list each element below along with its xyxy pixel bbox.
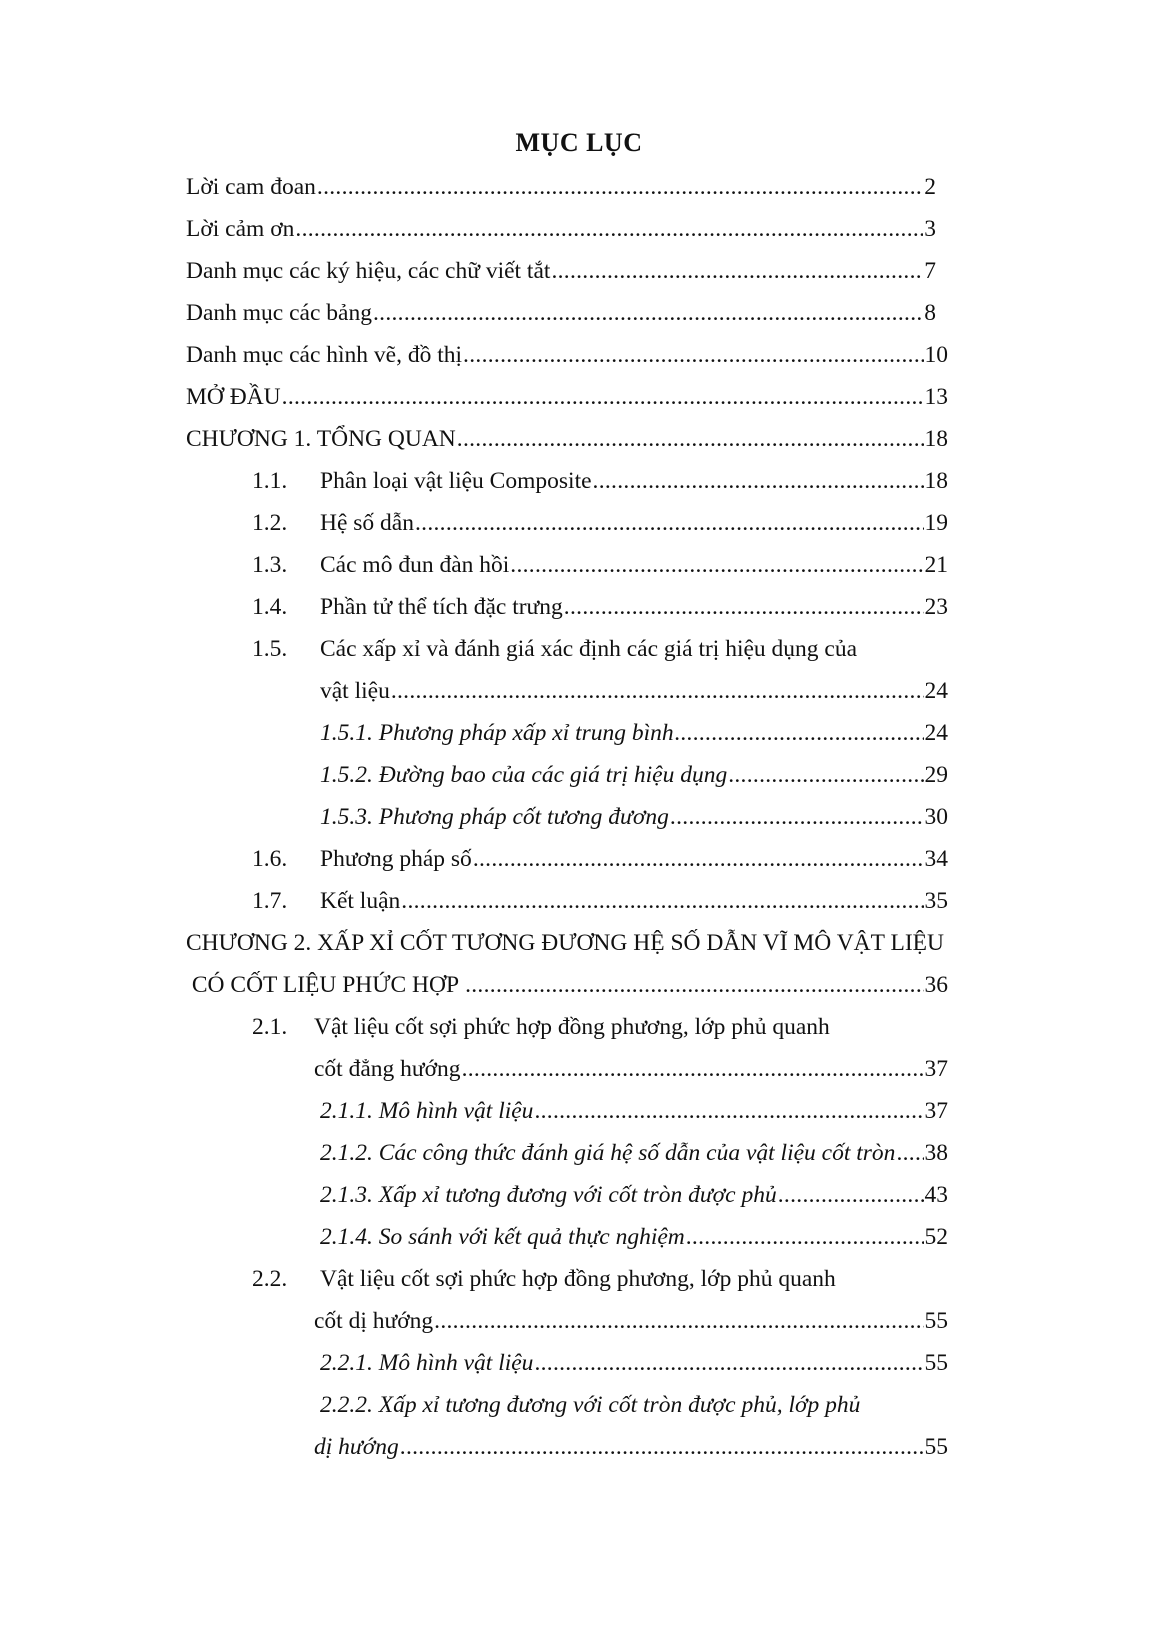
entry-text: Phần tử thể tích đặc trưng xyxy=(320,594,563,620)
toc-entry-chapter-first-line xyxy=(186,923,944,963)
entry-page: 55 xyxy=(924,1308,948,1334)
toc-entry xyxy=(186,251,936,291)
leader-dots xyxy=(434,1301,923,1341)
section-number: 2.1. xyxy=(252,1014,288,1040)
entry-text: MỞ ĐẦU xyxy=(186,384,281,410)
entry-page: 2 xyxy=(924,174,936,200)
leader-dots xyxy=(465,965,923,1005)
leader-dots xyxy=(896,1133,923,1173)
entry-text: Lời cam đoan xyxy=(186,174,316,200)
toc-entry xyxy=(186,209,936,249)
toc-entry xyxy=(186,167,936,207)
page-title: MỤC LỤC xyxy=(515,128,643,157)
toc-entry-continuation xyxy=(186,965,948,1005)
leader-dots xyxy=(510,545,923,585)
leader-dots xyxy=(534,1343,923,1383)
entry-text: Các mô đun đàn hồi xyxy=(320,552,510,578)
toc-entry-section-first-line xyxy=(252,1259,836,1299)
entry-text: CHƯƠNG 1. TỔNG QUAN xyxy=(186,426,456,452)
toc-entry-subsection xyxy=(320,1343,948,1383)
toc-entry-subsection xyxy=(320,1091,948,1131)
entry-text: Danh mục các hình vẽ, đồ thị xyxy=(186,342,463,368)
entry-text: Lời cảm ơn xyxy=(186,216,295,242)
entry-text-cont: dị hướng xyxy=(314,1434,399,1460)
entry-page: 30 xyxy=(924,804,948,830)
entry-text: Vật liệu cốt sợi phức hợp đồng phương, lớp phủ quanh xyxy=(314,1014,830,1040)
leader-dots xyxy=(463,335,923,375)
entry-page: 55 xyxy=(924,1350,948,1376)
entry-page: 29 xyxy=(924,762,948,788)
entry-page: 37 xyxy=(924,1098,948,1124)
section-number: 1.1. xyxy=(252,468,288,494)
leader-dots xyxy=(317,167,923,207)
leader-dots xyxy=(415,503,924,543)
leader-dots xyxy=(462,1049,924,1089)
toc-entry-section-first-line xyxy=(252,629,857,669)
entry-text: 2.1.2. Các công thức đánh giá hệ số dẫn của vật liệu cốt tròn xyxy=(320,1140,896,1166)
leader-dots xyxy=(675,713,924,753)
toc-entry-continuation xyxy=(314,1427,948,1467)
entry-page: 37 xyxy=(924,1056,948,1082)
section-number: 1.2. xyxy=(252,510,288,536)
entry-text: Phân loại vật liệu Composite xyxy=(320,468,592,494)
entry-text: Danh mục các bảng xyxy=(186,300,372,326)
toc-entry xyxy=(186,293,936,333)
toc-entry-subsection-first-line xyxy=(320,1385,860,1425)
entry-page: 8 xyxy=(924,300,936,326)
leader-dots xyxy=(400,1427,924,1467)
section-number: 1.5. xyxy=(252,636,288,662)
leader-dots xyxy=(778,1175,924,1215)
entry-page: 43 xyxy=(924,1182,948,1208)
entry-text: Hệ số dẫn xyxy=(320,510,414,536)
toc-entry-subsection xyxy=(320,1175,948,1215)
toc-entry-subsection xyxy=(320,1217,948,1257)
leader-dots xyxy=(670,797,924,837)
entry-text-cont: cốt dị hướng xyxy=(314,1308,434,1334)
entry-text: Danh mục các ký hiệu, các chữ viết tắt xyxy=(186,258,551,284)
entry-page: 7 xyxy=(924,258,936,284)
section-number: 1.6. xyxy=(252,846,288,872)
section-number: 1.3. xyxy=(252,552,288,578)
toc-entry-section xyxy=(252,839,948,879)
toc-entry-continuation xyxy=(314,1049,948,1089)
entry-text: 2.2.1. Mô hình vật liệu xyxy=(320,1350,534,1376)
entry-text: 1.5.1. Phương pháp xấp xỉ trung bình xyxy=(320,720,674,746)
toc-entry-section xyxy=(252,461,948,501)
entry-text: Vật liệu cốt sợi phức hợp đồng phương, lớp phủ quanh xyxy=(320,1266,836,1292)
entry-text: Kết luận xyxy=(320,888,401,914)
toc-entry-section xyxy=(252,587,948,627)
entry-text: 1.5.3. Phương pháp cốt tương đương xyxy=(320,804,669,830)
entry-page: 19 xyxy=(924,510,948,536)
entry-text: 1.5.2. Đường bao của các giá trị hiệu dụng xyxy=(320,762,728,788)
leader-dots xyxy=(564,587,924,627)
entry-text: 2.2.2. Xấp xỉ tương đương với cốt tròn được phủ, lớp phủ xyxy=(320,1392,861,1418)
section-number: 1.4. xyxy=(252,594,288,620)
toc-entry-chapter xyxy=(186,419,948,459)
entry-text-cont: CÓ CỐT LIỆU PHỨC HỢP xyxy=(186,972,465,998)
entry-page: 13 xyxy=(924,384,948,410)
toc-entry-section xyxy=(252,545,948,585)
entry-page: 18 xyxy=(924,468,948,494)
entry-text: Phương pháp số xyxy=(320,846,472,872)
toc-entry xyxy=(186,377,948,417)
entry-page: 24 xyxy=(924,720,948,746)
leader-dots xyxy=(686,1217,924,1257)
leader-dots xyxy=(457,419,924,459)
leader-dots xyxy=(551,251,923,291)
entry-page: 52 xyxy=(924,1224,948,1250)
toc-entry-section-first-line xyxy=(252,1007,830,1047)
entry-page: 10 xyxy=(924,342,948,368)
entry-page: 34 xyxy=(924,846,948,872)
toc-entry-subsection xyxy=(320,713,948,753)
leader-dots xyxy=(391,671,924,711)
entry-text-cont: vật liệu xyxy=(320,678,390,704)
leader-dots xyxy=(282,377,924,417)
toc-entry-continuation xyxy=(314,1301,948,1341)
section-number: 2.2. xyxy=(252,1266,288,1292)
toc-entry-subsection xyxy=(320,755,948,795)
entry-text: 2.1.4. So sánh với kết quả thực nghiệm xyxy=(320,1224,685,1250)
entry-page: 21 xyxy=(924,552,948,578)
leader-dots xyxy=(373,293,923,333)
entry-text: CHƯƠNG 2. XẤP XỈ CỐT TƯƠNG ĐƯƠNG HỆ SỐ DẪN VĨ MÔ VẬT LIỆU xyxy=(186,930,944,956)
toc-entry-subsection xyxy=(320,1133,948,1173)
entry-text-cont: cốt đẳng hướng xyxy=(314,1056,461,1082)
leader-dots xyxy=(295,209,923,249)
entry-text: 2.1.3. Xấp xỉ tương đương với cốt tròn được phủ xyxy=(320,1182,777,1208)
entry-page: 36 xyxy=(924,972,948,998)
entry-page: 35 xyxy=(924,888,948,914)
toc-entry-continuation xyxy=(320,671,948,711)
toc-entry-subsection xyxy=(320,797,948,837)
leader-dots xyxy=(473,839,924,879)
toc-entry-section xyxy=(252,503,948,543)
entry-page: 23 xyxy=(924,594,948,620)
entry-page: 18 xyxy=(924,426,948,452)
entry-text: Các xấp xỉ và đánh giá xác định các giá trị hiệu dụng của xyxy=(320,636,858,662)
toc-entry xyxy=(186,335,948,375)
entry-page: 24 xyxy=(924,678,948,704)
leader-dots xyxy=(593,461,924,501)
entry-page: 3 xyxy=(924,216,936,242)
leader-dots xyxy=(728,755,923,795)
leader-dots xyxy=(534,1091,923,1131)
section-number: 1.7. xyxy=(252,888,288,914)
leader-dots xyxy=(401,881,923,921)
entry-page: 55 xyxy=(924,1434,948,1460)
entry-text: 2.1.1. Mô hình vật liệu xyxy=(320,1098,534,1124)
toc-entry-section xyxy=(252,881,948,921)
entry-page: 38 xyxy=(924,1140,948,1166)
